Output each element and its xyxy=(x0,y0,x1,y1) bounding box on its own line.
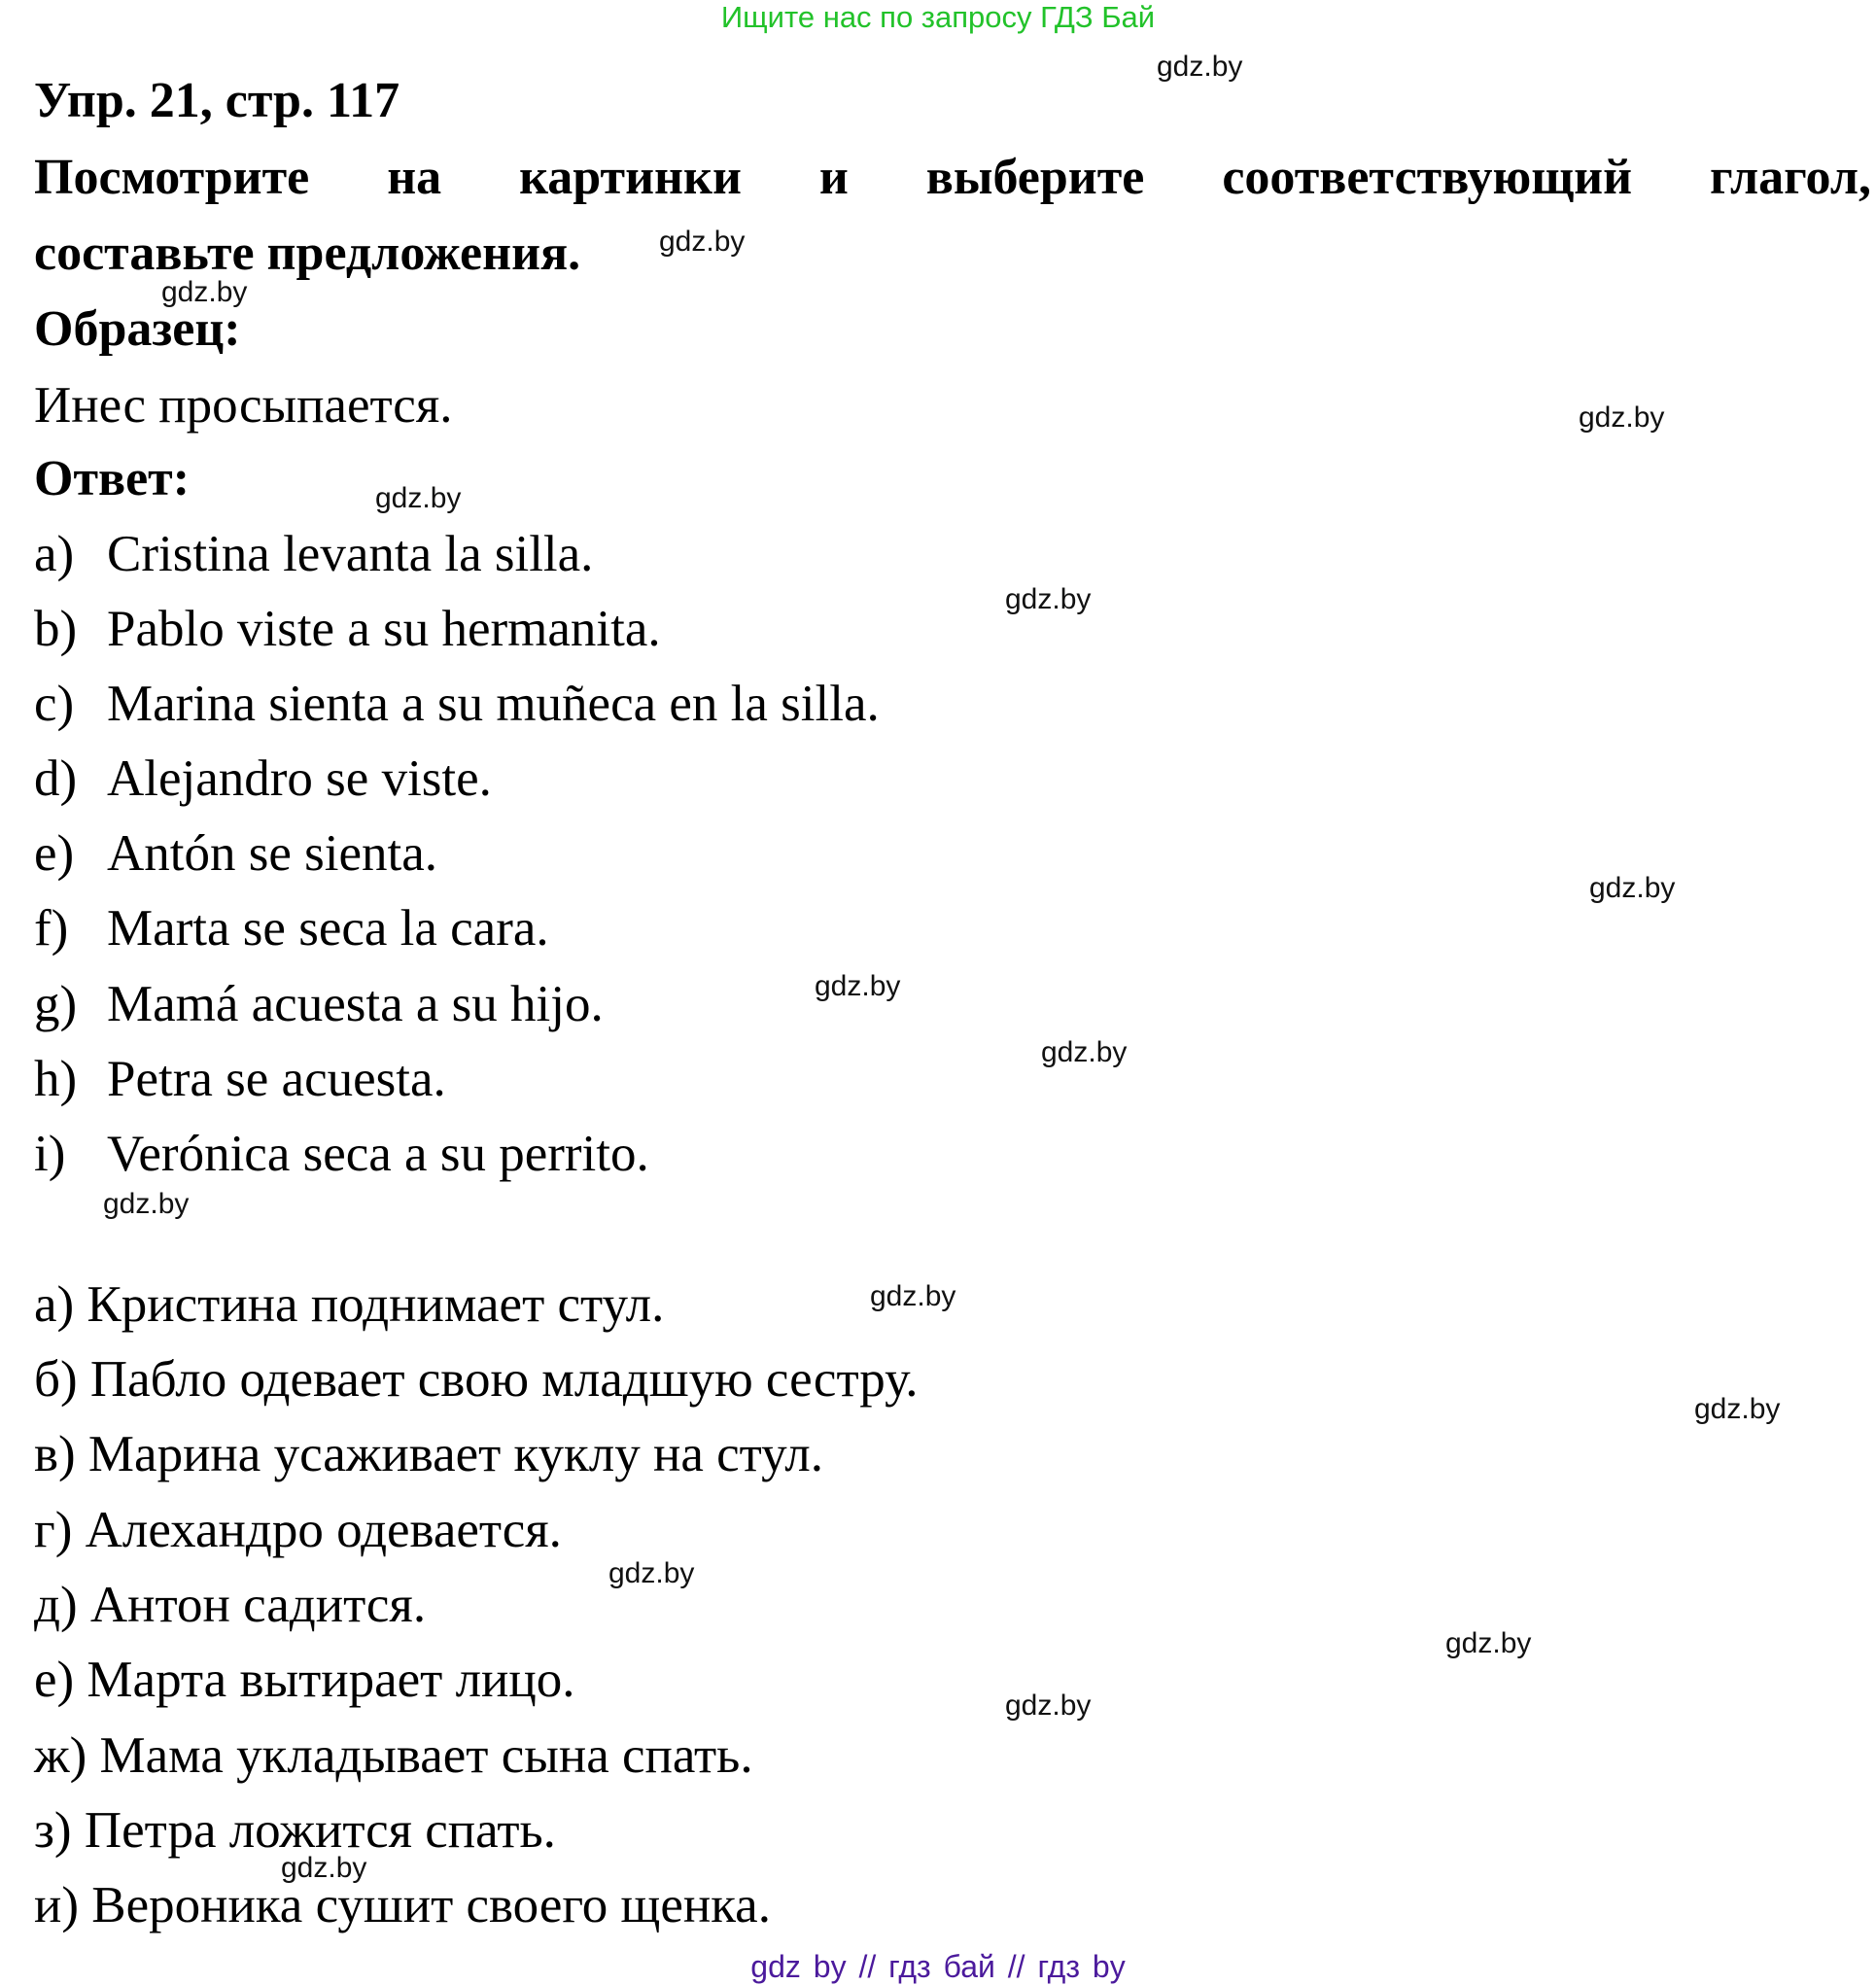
item-letter: f) xyxy=(34,900,69,957)
russian-translation-item: в) Марина усаживает куклу на стул. xyxy=(34,1426,823,1482)
sample-text: Инес просыпается. xyxy=(34,377,453,434)
spanish-answer-item xyxy=(34,599,661,659)
spanish-answer-item xyxy=(34,1049,446,1109)
item-text: Petra se acuesta. xyxy=(107,1051,446,1107)
instruction-line-2: составьте предложения. xyxy=(34,226,581,281)
watermark-text: gdz.by xyxy=(1694,1393,1781,1425)
item-letter: c) xyxy=(34,676,75,732)
exercise-title: Упр. 21, стр. 117 xyxy=(34,73,400,128)
item-letter: e) xyxy=(34,825,75,882)
answer-label: Ответ: xyxy=(34,451,191,506)
russian-translation-item: ж) Мама укладывает сына спать. xyxy=(34,1727,753,1784)
item-letter: b) xyxy=(34,601,78,657)
item-text: Cristina levanta la silla. xyxy=(107,526,594,582)
russian-translation-item: д) Антон садится. xyxy=(34,1577,427,1633)
item-letter: i) xyxy=(34,1126,66,1182)
spanish-answer-item xyxy=(34,1124,649,1184)
sample-label: Образец: xyxy=(34,301,241,357)
russian-translation-item: г) Алехандро одевается. xyxy=(34,1502,562,1558)
watermark-text: gdz.by xyxy=(870,1280,956,1312)
russian-translation-item: б) Пабло одевает свою младшую сестру. xyxy=(34,1351,919,1408)
spanish-answer-item xyxy=(34,823,437,884)
watermark-text: gdz.by xyxy=(1589,872,1676,904)
item-text: Alejandro se viste. xyxy=(107,750,492,807)
spanish-answer-item xyxy=(34,674,880,734)
footer-links: gdz by // гдз бай // гдз by xyxy=(750,1949,1126,1984)
watermark-text: gdz.by xyxy=(608,1557,695,1589)
item-text: Pablo viste a su hermanita. xyxy=(107,601,661,657)
russian-translation-item: а) Кристина поднимает стул. xyxy=(34,1276,665,1333)
item-text: Antón se sienta. xyxy=(107,825,438,882)
watermark-text: gdz.by xyxy=(1579,401,1665,434)
item-text: Mamá acuesta a su hijo. xyxy=(107,976,604,1032)
russian-translation-item: и) Вероника сушит своего щенка. xyxy=(34,1877,771,1933)
item-letter: h) xyxy=(34,1051,78,1107)
item-text: Verónica seca a su perrito. xyxy=(107,1126,649,1182)
search-banner: Ищите нас по запросу ГДЗ Бай xyxy=(720,0,1156,34)
watermark-text: gdz.by xyxy=(1445,1627,1532,1659)
spanish-answer-item xyxy=(34,898,549,958)
watermark-text: gdz.by xyxy=(659,226,746,258)
watermark-text: gdz.by xyxy=(375,482,462,514)
russian-translation-item: з) Петра ложится спать. xyxy=(34,1802,556,1859)
instruction-line-1: Посмотрите на картинки и выберите соответствующий глагол, xyxy=(34,150,1871,205)
spanish-answer-item xyxy=(34,524,593,584)
item-letter: a) xyxy=(34,526,75,582)
spanish-answer-item xyxy=(34,749,492,809)
watermark-text: gdz.by xyxy=(103,1188,190,1220)
watermark-text: gdz.by xyxy=(1005,583,1092,615)
russian-translation-item: е) Марта вытирает лицо. xyxy=(34,1652,575,1708)
item-text: Marina sienta a su muñeca en la silla. xyxy=(107,676,880,732)
watermark-text: gdz.by xyxy=(281,1852,367,1884)
item-letter: d) xyxy=(34,750,78,807)
spanish-answer-item xyxy=(34,974,604,1034)
watermark-text: gdz.by xyxy=(1041,1036,1128,1068)
watermark-text: gdz.by xyxy=(161,276,248,308)
watermark-text: gdz.by xyxy=(1005,1689,1092,1722)
watermark-text: gdz.by xyxy=(1157,51,1243,83)
item-text: Marta se seca la cara. xyxy=(107,900,549,957)
item-letter: g) xyxy=(34,976,78,1032)
watermark-text: gdz.by xyxy=(815,970,901,1002)
